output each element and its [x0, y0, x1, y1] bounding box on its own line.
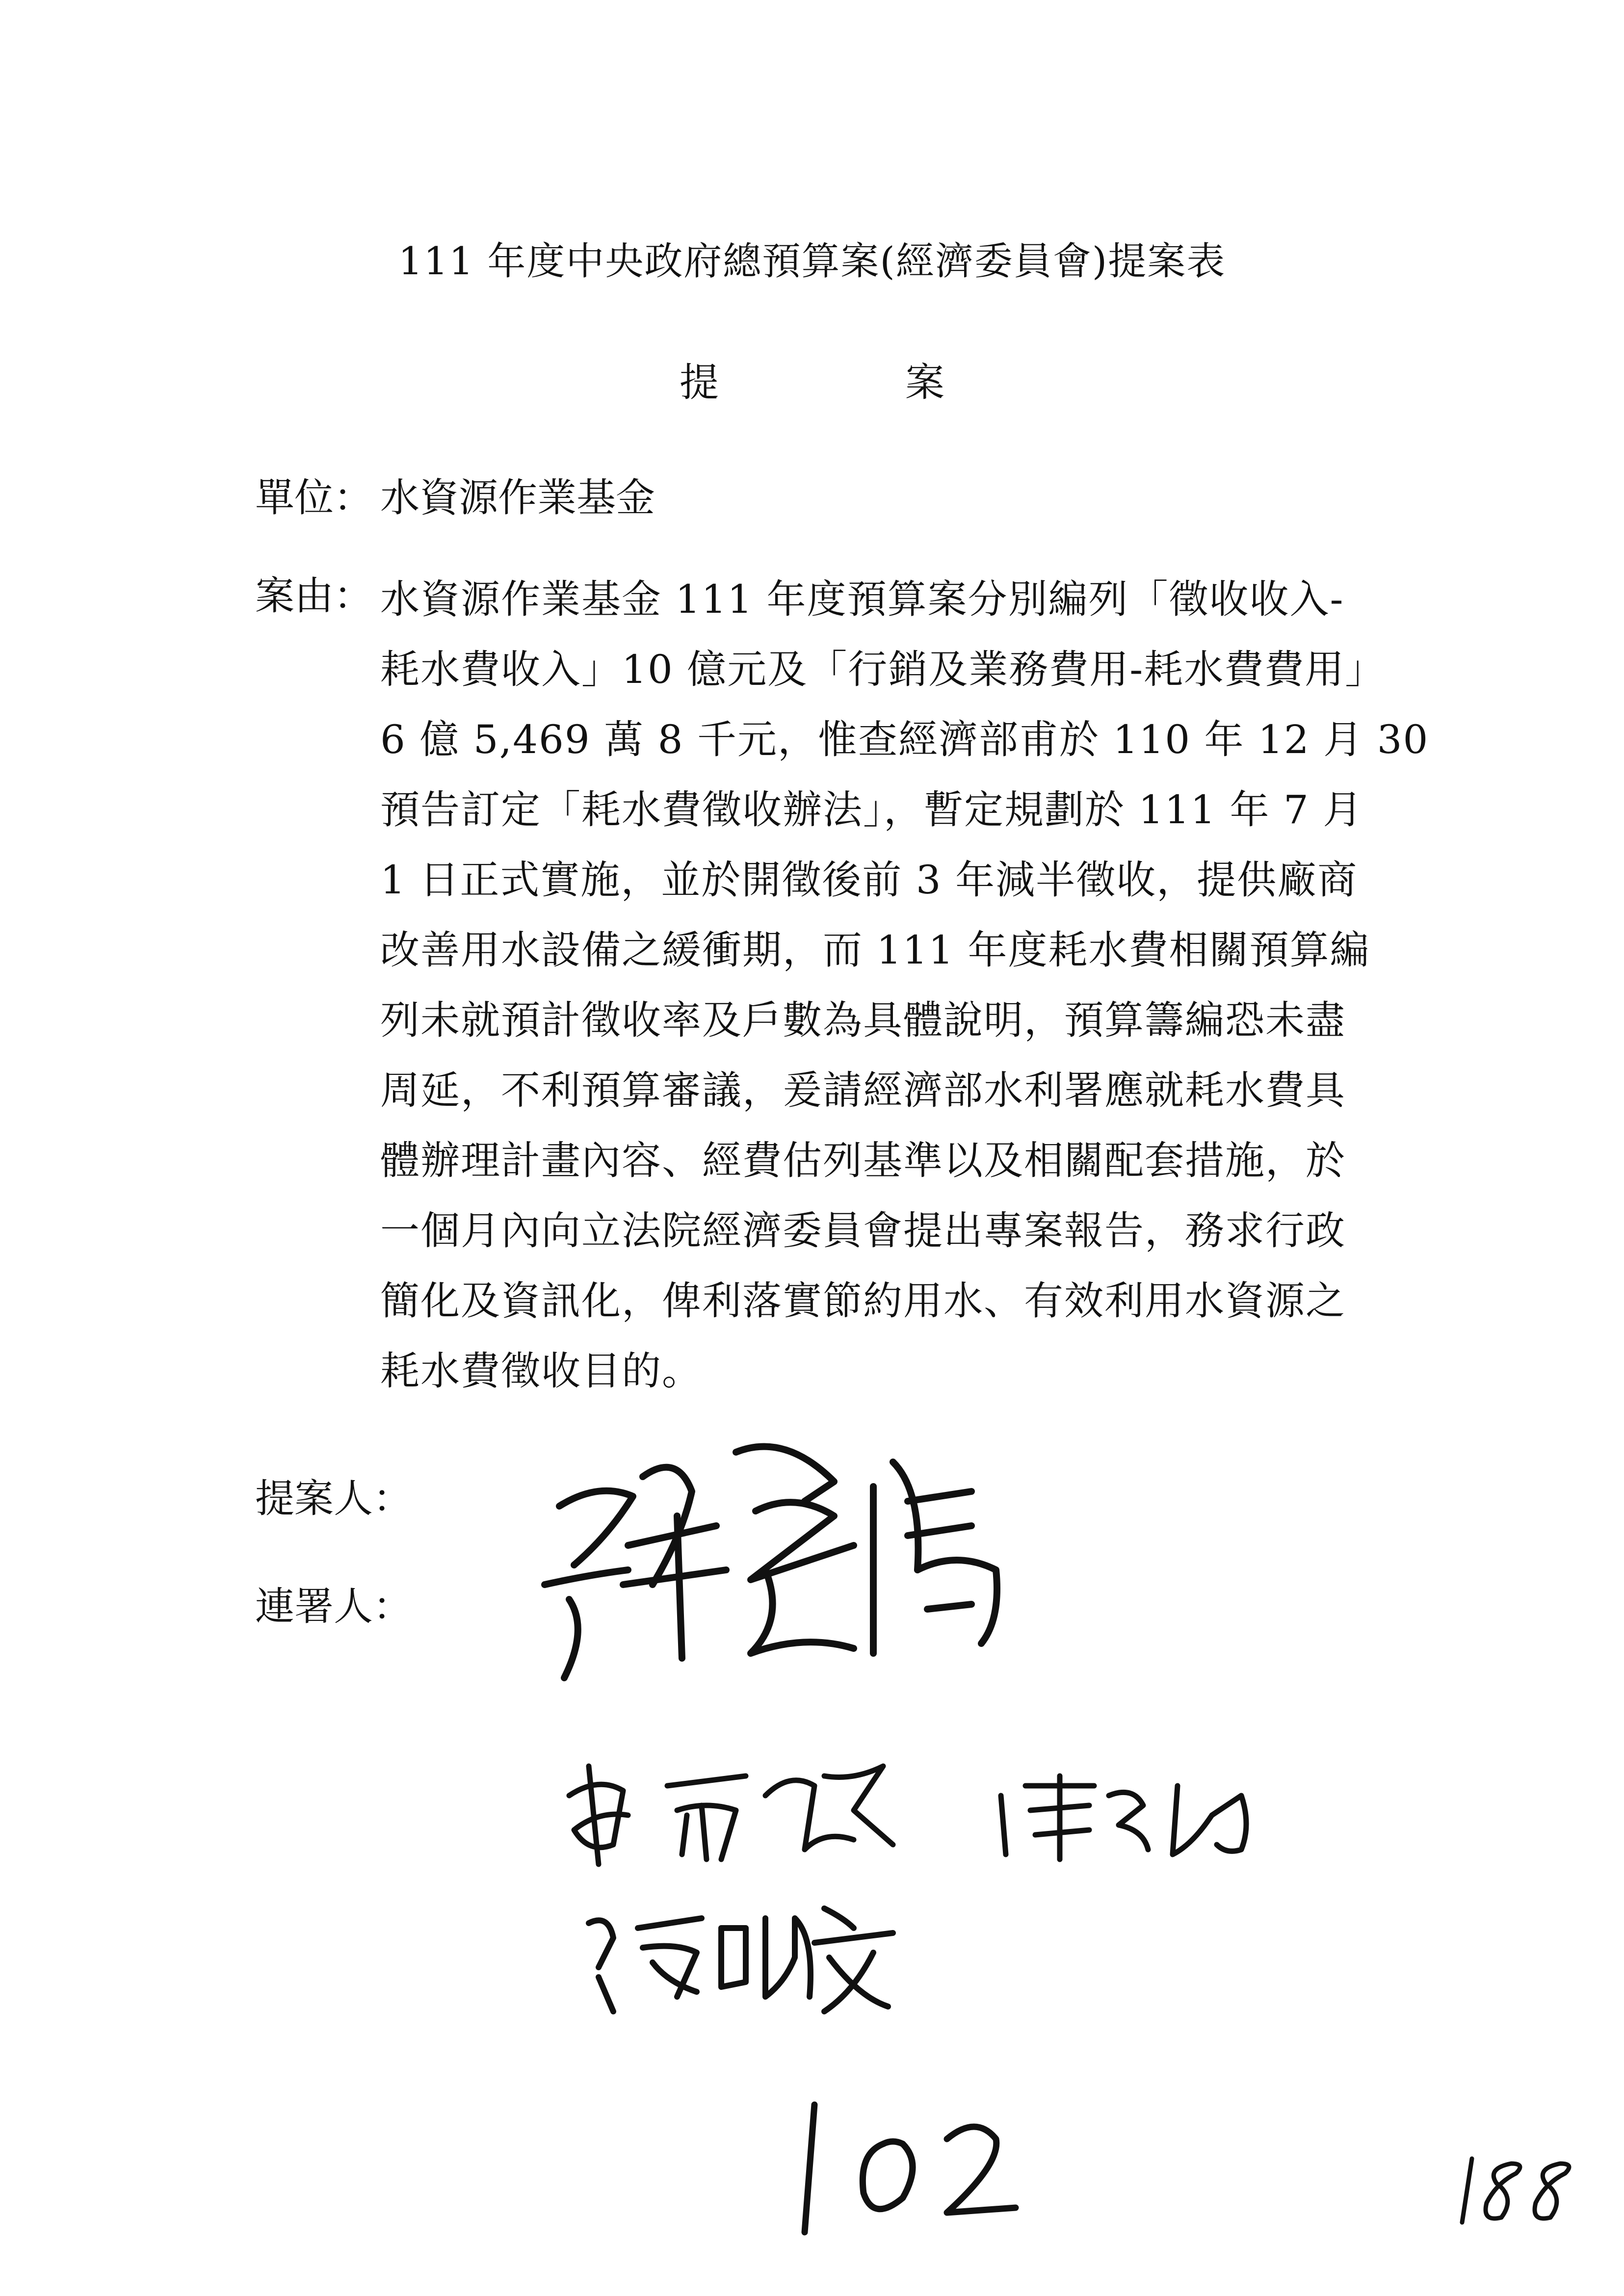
page-number	[1452, 2144, 1599, 2232]
handwritten-number	[785, 2085, 1021, 2247]
cosigner-signature	[559, 1756, 903, 1874]
cosigner-signature	[579, 1899, 898, 2016]
cosigner-label: 連署人：	[255, 1584, 412, 1629]
reason-line: 1 日正式實施，並於開徵後前 3 年減半徵收，提供廠商	[380, 857, 1358, 903]
reason-label: 案由：	[255, 573, 373, 619]
reason-line: 耗水費徵收目的。	[380, 1348, 702, 1394]
document-heading: 提 案	[680, 360, 1018, 405]
reason-text	[380, 564, 1429, 1406]
proposer-label: 提案人：	[255, 1476, 412, 1521]
reason-line: 列未就預計徵收率及戶數為具體說明，預算籌編恐未盡	[380, 997, 1346, 1043]
proposer-signature	[530, 1423, 1030, 1717]
reason-line: 改善用水設備之緩衝期，而 111 年度耗水費相關預算編	[380, 927, 1370, 973]
page-title: 111 年度中央政府總預算案(經濟委員會)提案表	[398, 239, 1226, 284]
reason-line: 一個月內向立法院經濟委員會提出專案報告，務求行政	[380, 1208, 1346, 1253]
reason-line: 體辦理計畫內容、經費估列基準以及相關配套措施，於	[380, 1138, 1346, 1183]
reason-line: 周延，不利預算審議，爰請經濟部水利署應就耗水費具	[380, 1068, 1346, 1113]
reason-line: 6 億 5,469 萬 8 千元，惟查經濟部甫於 110 年 12 月 30	[380, 717, 1429, 762]
reason-line: 耗水費收入」10 億元及「行銷及業務費用-耗水費費用」	[380, 647, 1386, 692]
cosigner-signature	[986, 1766, 1261, 1864]
reason-line: 預告訂定「耗水費徵收辦法」，暫定規劃於 111 年 7 月	[380, 787, 1363, 833]
reason-line: 水資源作業基金 111 年度預算案分別編列「徵收收入-	[380, 576, 1344, 622]
reason-line: 簡化及資訊化，俾利落實節約用水、有效利用水資源之	[380, 1278, 1346, 1324]
unit-label: 單位：	[255, 475, 373, 521]
unit-value: 水資源作業基金	[380, 475, 655, 521]
